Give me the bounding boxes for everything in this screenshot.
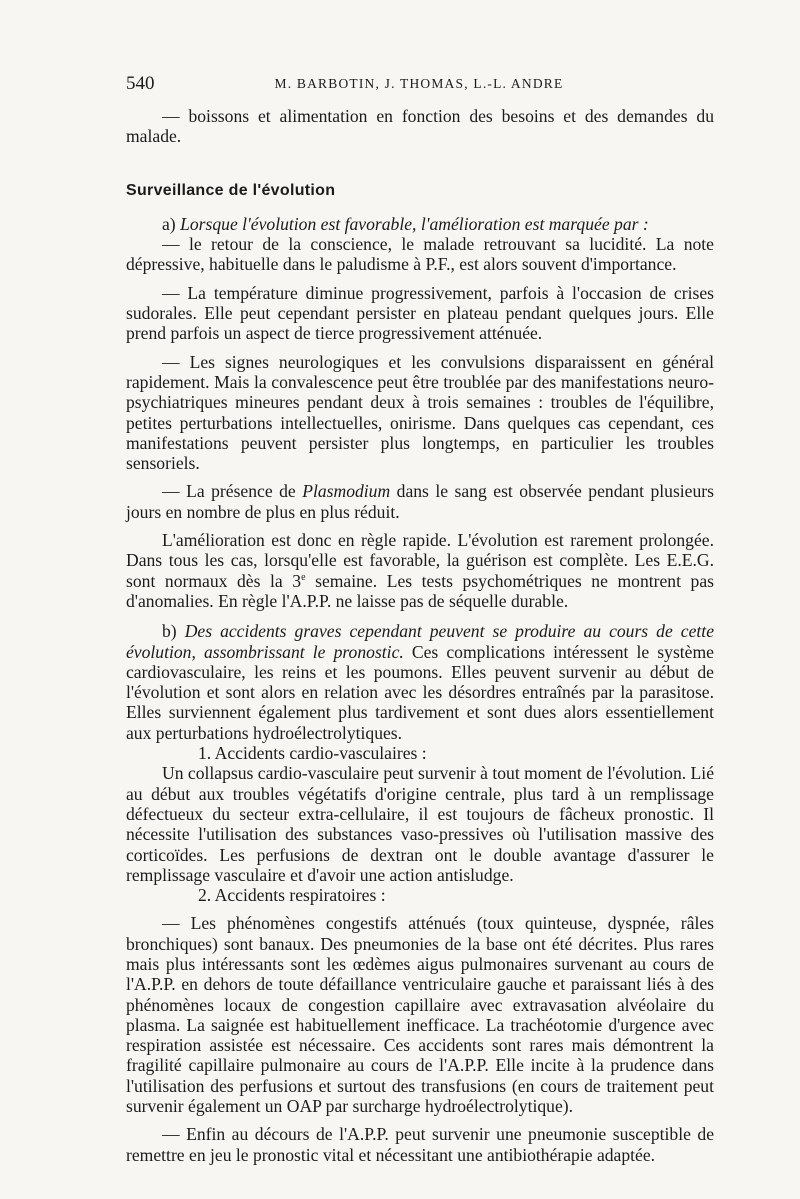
italic-term: Plasmodium <box>302 481 391 502</box>
body-text <box>126 106 714 1165</box>
list-item-a <box>126 214 714 234</box>
item-b-italic: Des accidents graves cependant peuvent se produire au cours de cette évolution, assombrissant le pronostic. <box>126 621 715 662</box>
superscript: e <box>301 571 306 583</box>
item-b-text: Ces complications intéressent le système cardiovasculaire, les reins et les poumons. Elles peuvent survenir au début de l'évolution et sont alors en relation avec les désordres entraînés par la parasitose. Elles surviennent également plus tardivement et sont dues alors essentiellement aux perturbations hydroélectrolytiques. <box>126 641 714 743</box>
text-run: L'amélioration est donc en règle rapide. L'évolution est rarement prolongée. Dans tous les cas, lorsqu'elle est favorable, la guérison est complète. Les E.E.G. sont normaux dès la 3 <box>126 530 714 591</box>
page-number: 540 <box>126 73 155 94</box>
item-a-text: Lorsque l'évolution est favorable, l'amélioration est marquée par : <box>180 213 649 234</box>
paragraph: — boissons et alimentation en fonction des besoins et des demandes du malade. <box>126 106 714 147</box>
running-title: M. BARBOTIN, J. THOMAS, L.-L. ANDRE <box>274 76 564 91</box>
paragraph: — Enfin au décours de l'A.P.P. peut survenir une pneumonie susceptible de remettre en jeu le pronostic vital et nécessitant une antibiothérapie adaptée. <box>126 1124 714 1165</box>
paragraph <box>126 481 714 522</box>
paragraph: — Les signes neurologiques et les convulsions disparaissent en général rapidement. Mais la convalescence peut être troublée par des manifestations neuro-psychiatriques mineures pendant deux à trois semaines : troubles de l'équilibre, petites perturbations intellectuelles, onirisme. Dans quelques cas cependant, ces manifestations peuvent persister plus longtemps, en particulier les troubles sensoriels. <box>126 351 714 474</box>
paragraph <box>126 530 714 611</box>
subsection-title: 1. Accidents cardio-vasculaires : <box>198 743 427 764</box>
paragraph: Un collapsus cardio-vasculaire peut survenir à tout moment de l'évolution. Lié au début aux troubles végétatifs d'origine centrale, plus tard à un remplissage défectueux du secteur extra-cellulaire, il est toujours de fâcheux pronostic. Il nécessite l'utilisation des substances vaso-pressives où l'utilisation massive des corticoïdes. Les perfusions de dextran ont le double avantage d'assurer le remplissage vasculaire et d'avoir une action antisludge. <box>126 763 714 885</box>
paragraph: — le retour de la conscience, le malade retrouvant sa lucidité. La note dépressive, habituelle dans le paludisme à P.F., est alors souvent d'importance. <box>126 234 714 275</box>
section-heading: Surveillance de l'évolution <box>126 181 336 199</box>
paragraph: — Les phénomènes congestifs atténués (toux quinteuse, dyspnée, râles bronchiques) sont banaux. Des pneumonies de la base ont été décrites. Plus rares mais plus intéressants sont les œdèmes aigus pulmonaires survenant au cours de l'A.P.P. en dehors de toute défaillance ventriculaire gauche et paraissant liés à des phénomènes locaux de congestion capillaire avec extravasation alvéolaire du plasma. La saignée est habituellement inefficace. La trachéotomie d'urgence avec respiration assistée est nécessaire. Ces accidents sont rares mais démontrent la fragilité capillaire pulmonaire au cours de l'A.P.P. Elle incite à la prudence dans l'utilisation des perfusions et surtout des transfusions (en cours de traitement peut survenir également un OAP par surcharge hydroélectrolytique). <box>126 913 714 1117</box>
item-label: b) <box>162 621 185 642</box>
page-header <box>126 73 712 97</box>
list-item-b <box>126 621 714 743</box>
item-label: a) <box>162 213 181 234</box>
text-run: dans le sang est observée pendant plusieurs jours en nombre de plus en plus réduit. <box>126 481 714 522</box>
text-run: semaine. Les tests psychométriques ne montrent pas d'anomalies. En règle l'A.P.P. ne laisse pas de séquelle durable. <box>126 570 714 611</box>
paragraph: — La température diminue progressivement, parfois à l'occasion de crises sudorales. Elle peut cependant persister en plateau pendant quelques jours. Elle prend parfois un aspect de tierce progressivement atténuée. <box>126 282 714 344</box>
subsection-title: 2. Accidents respiratoires : <box>198 885 386 906</box>
text-run: — La présence de <box>162 481 303 502</box>
